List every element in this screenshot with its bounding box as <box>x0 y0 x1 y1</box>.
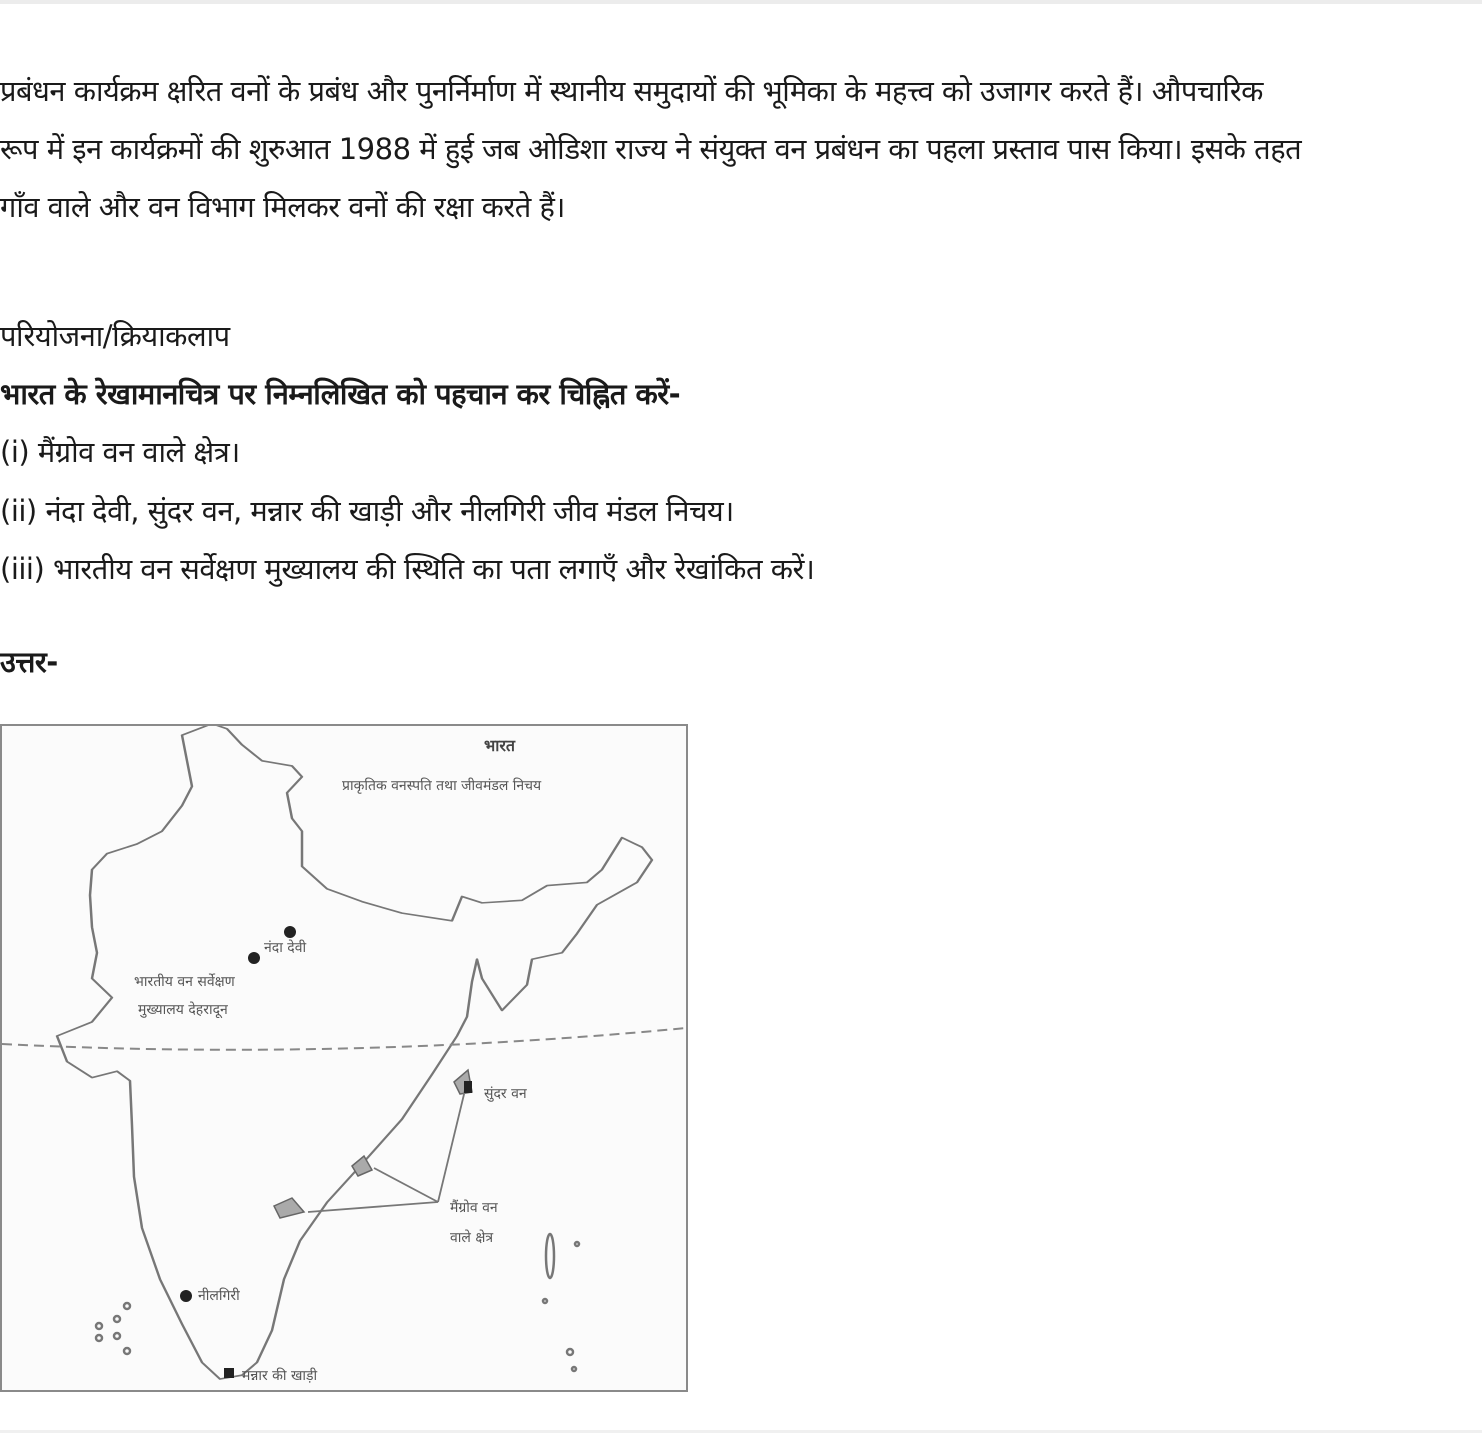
intro-paragraph <box>0 62 1482 236</box>
india-map-figure <box>0 724 688 1392</box>
activity-item: (ii) नंदा देवी, सुंदर वन, मन्नार की खाड़ी और नीलगिरी जीव मंडल निचय। <box>0 494 734 528</box>
activity-item: (iii) भारतीय वन सर्वेक्षण मुख्यालय की स्थिति का पता लगाएँ और रेखांकित करें। <box>0 552 815 586</box>
label-fsi-hq-line1: भारतीय वन सर्वेक्षण <box>134 974 235 990</box>
india-outline-map <box>2 726 686 1390</box>
map-title: भारत <box>484 736 516 755</box>
label-nilgiri: नीलगिरी <box>198 1288 240 1304</box>
paragraph-line: रूप में इन कार्यक्रमों की शुरुआत 1988 में हुई जब ओडिशा राज्य ने संयुक्त वन प्रबंधन का पहला प्रस्ताव पास किया। इसके तहत <box>0 132 1302 166</box>
activity-instruction: भारत के रेखामानचित्र पर निम्नलिखित को पहचान कर चिह्नित करें- <box>0 377 681 411</box>
label-fsi-hq-line2: मुख्यालय देहरादून <box>138 1002 228 1018</box>
activity-item: (i) मैंग्रोव वन वाले क्षेत्र। <box>0 435 240 469</box>
map-subtitle: प्राकृतिक वनस्पति तथा जीवमंडल निचय <box>342 778 542 794</box>
label-sundarban: सुंदर वन <box>484 1086 527 1102</box>
label-mangrove-line1: मैंग्रोव वन <box>450 1200 498 1216</box>
label-gulf-of-mannar: मन्नार की खाड़ी <box>242 1368 318 1384</box>
top-divider <box>0 0 1482 4</box>
label-nanda-devi: नंदा देवी <box>264 940 307 956</box>
bottom-divider <box>0 1430 1482 1433</box>
label-mangrove-line2: वाले क्षेत्र <box>450 1230 494 1246</box>
answer-label: उत्तर- <box>0 645 58 679</box>
paragraph-line: गाँव वाले और वन विभाग मिलकर वनों की रक्षा करते हैं। <box>0 190 565 224</box>
paragraph-line: प्रबंधन कार्यक्रम क्षरित वनों के प्रबंध और पुनर्निर्माण में स्थानीय समुदायों की भूमिका के महत्त्व को उजागर करते हैं। औपचारिक <box>0 74 1263 108</box>
activity-heading: परियोजना/क्रियाकलाप <box>0 319 230 353</box>
